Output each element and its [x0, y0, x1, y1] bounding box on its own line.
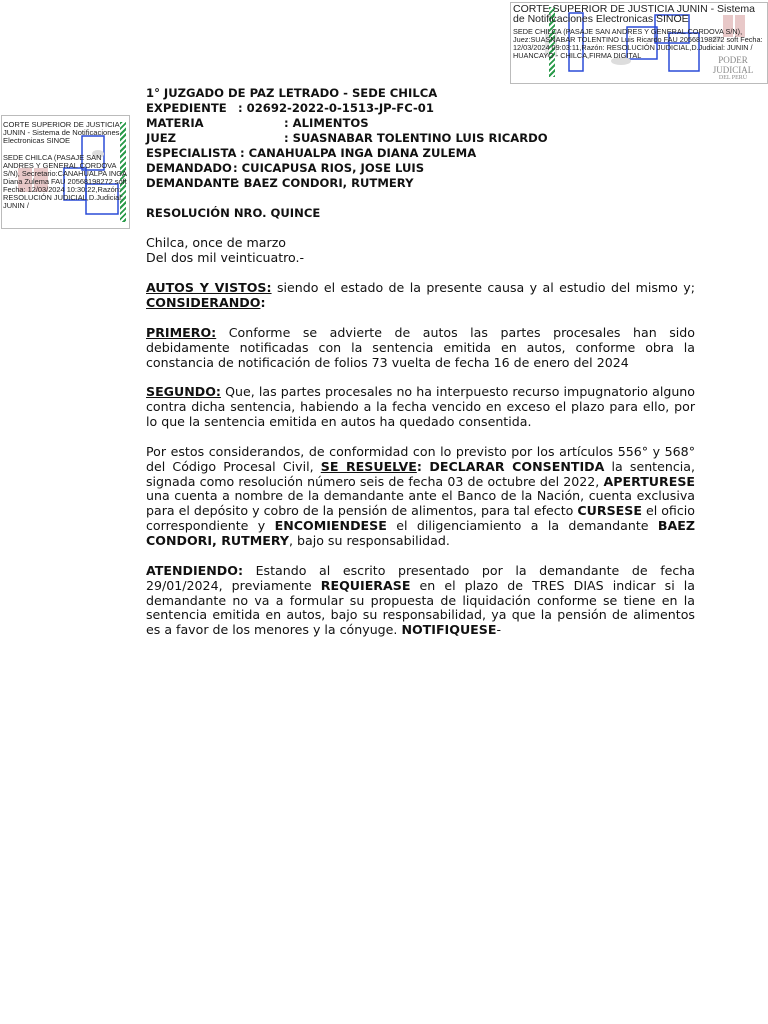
header-value: : 02692-2022-0-1513-JP-FC-01 [238, 101, 434, 115]
header-value: : CUICAPUSA RIOS, JOSE LUIS [233, 161, 425, 175]
text: la sentencia, signada como resolución número seis de fecha 03 de octubre del 2022, [146, 458, 695, 489]
header-value: : ALIMENTOS [284, 116, 369, 130]
keyword: : DECLARAR CONSENTIDA [416, 458, 605, 474]
date-line: Del dos mil veinticuatro.- [146, 249, 305, 265]
keyword: : [260, 294, 266, 310]
header-value: : SUASNABAR TOLENTINO LUIS RICARDO [284, 131, 548, 145]
header-row-expediente [146, 101, 696, 116]
keyword: CONSIDERANDO [146, 294, 261, 310]
header-row-especialista [146, 146, 696, 161]
logo-subtitle: DEL PERÚ [718, 75, 748, 81]
keyword: PRIMERO: [146, 325, 217, 340]
text: una cuenta a nombre de la demandante ante el Banco de la Nación, cuenta exclusiva para el depósito y cobro de la pensión de alimentos, para tal efecto [146, 488, 695, 519]
text: - [496, 622, 502, 638]
header-value: : BAEZ CONDORI, RUTMERY [235, 176, 414, 190]
paragraph-autos-y-vistos [146, 281, 695, 311]
keyword: AUTOS Y VISTOS: [146, 280, 272, 295]
header-label: DEMANDANTE [146, 176, 238, 190]
keyword: APERTURESE [603, 473, 695, 489]
court-name: 1° JUZGADO DE PAZ LETRADO - SEDE CHILCA [146, 86, 438, 100]
case-header [146, 86, 696, 191]
paragraph-resuelve [146, 445, 695, 549]
logo-name: PODER JUDICIAL [712, 55, 754, 75]
keyword: CURSESE [577, 503, 642, 519]
header-label: JUEZ [146, 131, 177, 145]
date-block [146, 236, 695, 266]
paragraph-primero [146, 326, 695, 370]
digital-signature-stamp-secretary [1, 115, 130, 229]
keyword: ATENDIENDO: [146, 563, 243, 578]
text: , bajo su responsabilidad. [288, 532, 450, 548]
paragraph-atendiendo [146, 564, 695, 638]
header-label: DEMANDADO [146, 161, 232, 175]
header-value: : CANAHUALPA INGA DIANA ZULEMA [240, 146, 477, 160]
keyword: SEGUNDO: [146, 384, 221, 399]
paragraph-segundo [146, 385, 695, 429]
header-row-juez [146, 131, 696, 146]
text: el diligenciamiento a la demandante [386, 517, 658, 533]
keyword: BAEZ CONDORI, RUTMERY [146, 517, 695, 548]
text: siendo el estado de la presente causa y al estudio del mismo y; [271, 280, 695, 295]
text: Por estos considerandos, de conformidad con lo previsto por los artículos 556° y 568° del Código Procesal Civil, [146, 444, 695, 474]
text: Que, las partes procesales no ha interpuesto recurso impugnatorio alguno contra dicha sentencia, habiendo a la fecha vencido en exceso el plazo para ello, por lo que la sentencia emitida en autos ha quedado consentida. [146, 384, 695, 429]
keyword: SE RESUELVE [320, 458, 417, 474]
resolution-title: RESOLUCIÓN NRO. QUINCE [146, 206, 321, 220]
keyword: REQUIERASE [320, 577, 411, 593]
text: Estando al escrito presentado por la demandante de fecha 29/01/2024, previamente [146, 563, 695, 593]
stamp-details: SEDE CHILCA (PASAJE SAN ANDRES Y GENERAL CORDOVA S/N), Juez:SUASNABAR TOLENTINO Luis Ricardo FAU 20568198272 soft Fecha: 12/03/2024 09:03:11,Razón: RESOLUCIÓN JUDICIAL,D.Judicial: JUNIN / HUANCAYO - CHILCA,FIRMA DIGITAL [513, 27, 763, 60]
text: el oficio correspondiente y [146, 503, 695, 533]
header-row-materia [146, 116, 696, 131]
stamp-title: CORTE SUPERIOR DE JUSTICIA JUNIN - Sistema de Notificaciones Electronicas SINOE [513, 3, 755, 25]
text: Conforme se advierte de autos las partes procesales han sido debidamente notificadas con la sentencia emitida en autos, conforme obra la constancia de notificación de folios 73 vuelta de fecha 16 de enero del 2024 [146, 325, 695, 370]
text: en el plazo de TRES DIAS indicar si la demandante no va a formular su propuesta de liquidación conforme se tiene en la sentencia emitida en autos, bajo su responsabilidad, ya que la pensión de alimentos es a favor de los menores y la cónyuge. [146, 577, 695, 638]
poder-judicial-logo [701, 55, 765, 81]
header-row-demandado [146, 161, 696, 176]
digital-signature-stamp-judge [510, 2, 768, 84]
stamp-details: SEDE CHILCA (PASAJE SAN ANDRES Y GENERAL CORDOVA S/N), Secretario:CANAHUALPA INGA Diana Zulema FAU 20568198272 soft Fecha: 12/03/2024 10:30:22,Razón: RESOLUCIÓN JUDICIAL,D.Judicial: JUNIN / [3, 153, 127, 210]
keyword: NOTIFIQUESE [401, 622, 497, 638]
header-label: EXPEDIENTE [146, 101, 227, 115]
stamp-title: CORTE SUPERIOR DE JUSTICIA JUNIN - Sistema de Notificaciones Electronicas SINOE [3, 120, 120, 145]
date-line: Chilca, once de marzo [146, 235, 287, 250]
header-label: MATERIA [146, 116, 204, 130]
header-label: ESPECIALISTA [146, 146, 237, 160]
header-row-demandante [146, 176, 696, 191]
keyword: ENCOMIENDESE [274, 517, 387, 533]
